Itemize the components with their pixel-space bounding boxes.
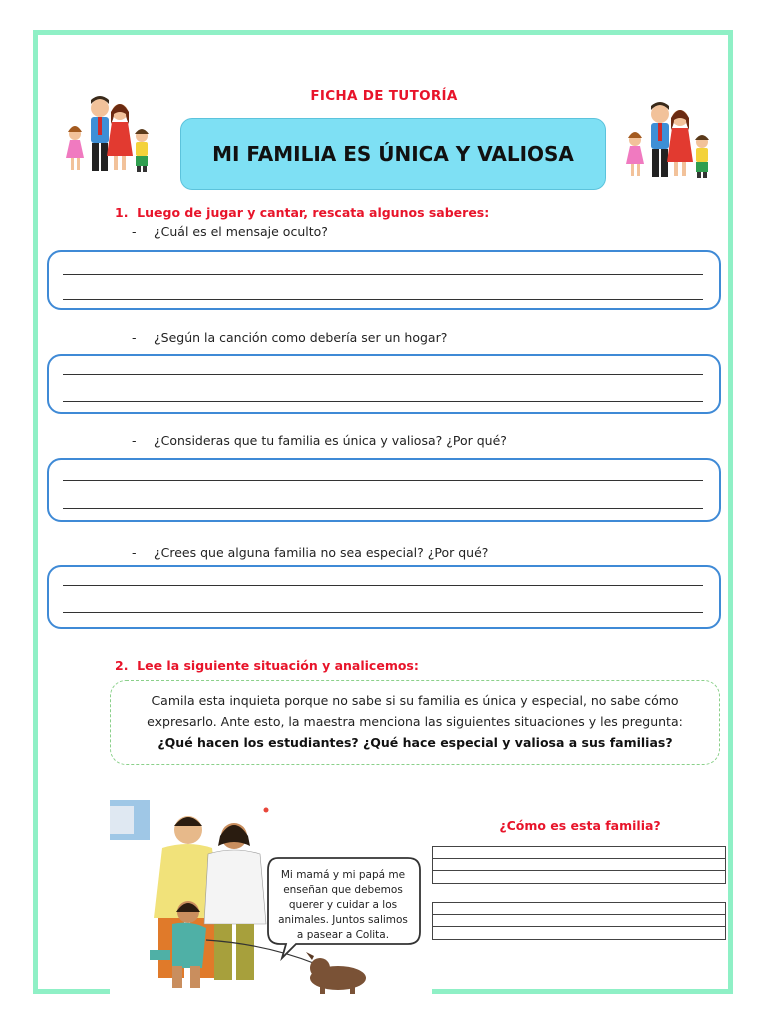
title-banner [180,118,606,190]
family-walking-illustration [110,800,432,994]
question-dash: - [132,330,137,345]
answer-line[interactable] [63,480,703,481]
answer-box-4[interactable] [47,565,721,629]
situation-line: expresarlo. Ante esto, la maestra menciona las siguientes situaciones y les pregunta: [147,714,683,729]
answer-line[interactable] [63,508,703,509]
section2-title: 2. Lee la siguiente situación y analicemos: [115,658,419,673]
family-icon [60,94,156,178]
question-text: ¿Cuál es el mensaje oculto? [154,224,328,239]
situation-question: ¿Qué hacen los estudiantes? ¿Qué hace especial y valiosa a sus familias? [157,735,673,750]
answer-grid-2[interactable] [432,902,726,940]
answer-box-1[interactable] [47,250,721,310]
speech-line: querer y cuidar a los [288,899,398,911]
answer-row[interactable] [433,903,725,915]
speech-line: Mi mamá y mi papá me [280,869,406,881]
answer-row[interactable] [433,871,725,883]
question-dash: - [132,224,137,239]
question-3 [132,433,507,448]
speech-line: a pasear a Colita. [296,929,390,941]
question-1 [132,224,328,239]
answer-grid-1[interactable] [432,846,726,884]
situation-text [120,690,710,753]
answer-line[interactable] [63,401,703,402]
page-title: MI FAMILIA ES ÚNICA Y VALIOSA [212,142,574,166]
question-text: ¿Crees que alguna familia no sea especial? ¿Por qué? [154,545,489,560]
family-question: ¿Cómo es esta familia? [499,818,661,833]
worksheet-label: FICHA DE TUTORÍA [310,88,458,104]
answer-box-3[interactable] [47,458,721,522]
question-text: ¿Según la canción como debería ser un hogar? [154,330,448,345]
question-dash: - [132,545,137,560]
question-text: ¿Consideras que tu familia es única y valiosa? ¿Por qué? [154,433,507,448]
question-2 [132,330,447,345]
answer-row[interactable] [433,927,725,939]
situation-line: Camila esta inquieta porque no sabe si su familia es única y especial, no sabe cómo [151,693,679,708]
answer-line[interactable] [63,612,703,613]
speech-line: animales. Juntos salimos [278,914,408,926]
section1-title: 1. Luego de jugar y cantar, rescata algunos saberes: [115,205,490,220]
answer-row[interactable] [433,859,725,871]
speech-line: enseñan que debemos [283,884,403,896]
answer-box-2[interactable] [47,354,721,414]
family-icon [620,100,716,184]
answer-line[interactable] [63,299,703,300]
question-dash: - [132,433,137,448]
answer-line[interactable] [63,274,703,275]
answer-row[interactable] [433,847,725,859]
answer-line[interactable] [63,585,703,586]
answer-row[interactable] [433,915,725,927]
answer-line[interactable] [63,374,703,375]
question-4 [132,545,488,560]
